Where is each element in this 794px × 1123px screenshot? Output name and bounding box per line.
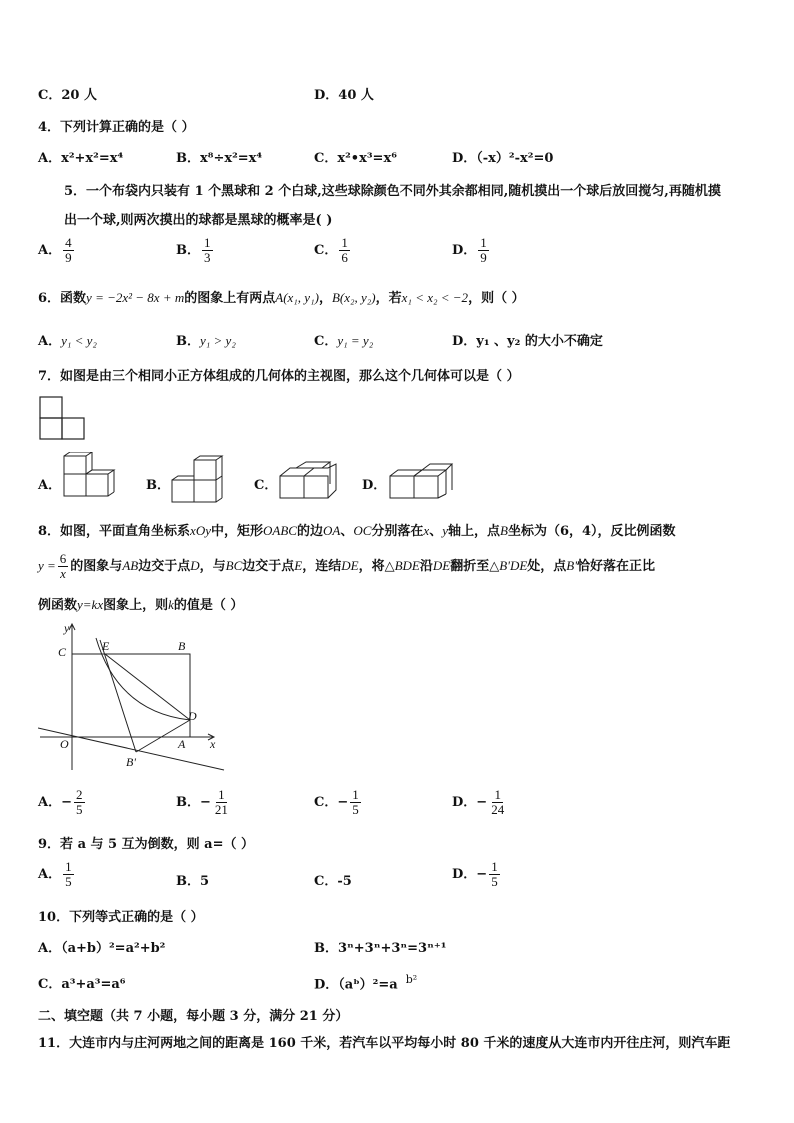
q5-stem-line1: 5．一个布袋内只装有 1 个黑球和 2 个白球,这些球除颜色不同外其余都相同,随机摸出一个球后放回搅匀,再随机摸 — [64, 184, 721, 199]
q4-option-d: D．（-x）²-x²=0 — [452, 151, 554, 166]
q8-figure — [38, 620, 228, 776]
q8-stem-line2: y = $\frac{6}{x}$ 的图象与AB边交于点D，与BC边交于点E，连结DE，将△BDE沿DE翻折至△B'DE处，点B'恰好落在正比 — [38, 551, 656, 581]
q9-option-d: D．− $\frac{1}{5}$ — [452, 859, 498, 889]
q3-option-d: D．40 人 — [314, 88, 374, 103]
q6-option-c: C．y₁ = y₂ — [314, 333, 374, 349]
q10-option-c: C．a³+a³=a⁶ — [38, 977, 126, 992]
q8-label-e: E — [102, 639, 110, 653]
q7-option-a-solid — [60, 452, 120, 504]
q9-stem: 9．若 a 与 5 互为倒数，则 a=（ ） — [38, 837, 254, 852]
q5-option-d: D． $\frac{1}{9}$ — [452, 235, 487, 265]
q9-option-a: A． $\frac{1}{5}$ — [38, 859, 72, 889]
q8-label-b: B — [178, 639, 186, 653]
q7-option-c-solid — [276, 460, 340, 504]
q8-option-c: C．− $\frac{1}{5}$ — [314, 787, 359, 817]
q4-option-a: A．x²+x²=x⁴ — [38, 151, 124, 166]
q8-stem-line1: 8．如图，平面直角坐标系xOy中，矩形OABC的边OA、OC分别落在x、y轴上，点B坐标为（6，4），反比例函数 — [38, 523, 676, 539]
q6-stem: 6．函数y = −2x² − 8x + m的图象上有两点A(x₁, y₁)，B(x₂, y₂)，若x₁ < x₂ < −2，则（ ） — [38, 290, 525, 306]
q7-option-b-label: B． — [146, 478, 170, 493]
q6-option-d: D．y₁ 、y₂ 的大小不确定 — [452, 334, 603, 349]
q10-stem: 10．下列等式正确的是（ ） — [38, 910, 204, 925]
q7-front-view-figure — [38, 395, 88, 443]
q7-option-c-label: C． — [254, 478, 278, 493]
q6-function: y = −2x² − 8x + m — [86, 290, 185, 305]
q10-option-d: D．（aᵇ）²=a $^{b^2}$ — [314, 973, 418, 993]
q8-label-o: O — [60, 737, 69, 751]
q5-option-c: C． $\frac{1}{6}$ — [314, 235, 348, 265]
q5-stem-line2: 出一个球,则两次摸出的球都是黑球的概率是( ) — [64, 213, 333, 228]
q8-stem-line3: 例函数y=kx图象上，则k的值是（ ） — [38, 597, 244, 613]
q7-option-a-label: A． — [38, 478, 62, 493]
section2-heading: 二、填空题（共 7 小题，每小题 3 分，满分 21 分） — [38, 1009, 349, 1024]
q4-stem: 4．下列计算正确的是（ ） — [38, 120, 195, 135]
q8-label-y: y — [64, 621, 70, 635]
q8-label-c: C — [58, 645, 67, 659]
q4-option-c: C．x²•x³=x⁶ — [314, 151, 397, 166]
q8-label-d: D — [188, 709, 197, 723]
q9-option-b: B．5 — [176, 874, 210, 889]
q6-option-a: A．y₁ < y₂ — [38, 333, 97, 349]
q7-option-d-solid — [386, 460, 456, 504]
q5-option-b: B． $\frac{1}{3}$ — [176, 235, 211, 265]
q3-option-c: C．20 人 — [38, 88, 97, 103]
q6-option-b: B．y₁ > y₂ — [176, 333, 236, 349]
q4-option-b: B．x⁸÷x²=x⁴ — [176, 151, 263, 166]
q11-stem: 11．大连市内与庄河两地之间的距离是 160 千米，若汽车以平均每小时 80 千米的速度从大连市内开往庄河，则汽车距 — [38, 1036, 731, 1051]
q8-label-a: A — [178, 737, 186, 751]
q8-label-x: x — [210, 737, 216, 751]
q8-option-b: B．− $\frac{1}{21}$ — [176, 787, 228, 817]
q8-label-bprime: B' — [126, 755, 136, 769]
q9-option-c: C．-5 — [314, 874, 352, 889]
q10-option-a: A．（a+b）²=a²+b² — [38, 941, 166, 956]
q5-option-a: A． $\frac{4}{9}$ — [38, 235, 72, 265]
q8-option-d: D．− $\frac{1}{24}$ — [452, 787, 505, 817]
q7-option-d-label: D． — [362, 478, 387, 493]
q10-option-b: B．3ⁿ+3ⁿ+3ⁿ=3ⁿ⁺¹ — [314, 941, 447, 956]
q7-option-b-solid — [168, 452, 232, 506]
q8-option-a: A．− $\frac{2}{5}$ — [38, 787, 83, 817]
q7-stem: 7．如图是由三个相同小正方体组成的几何体的主视图，那么这个几何体可以是（ ） — [38, 369, 520, 384]
